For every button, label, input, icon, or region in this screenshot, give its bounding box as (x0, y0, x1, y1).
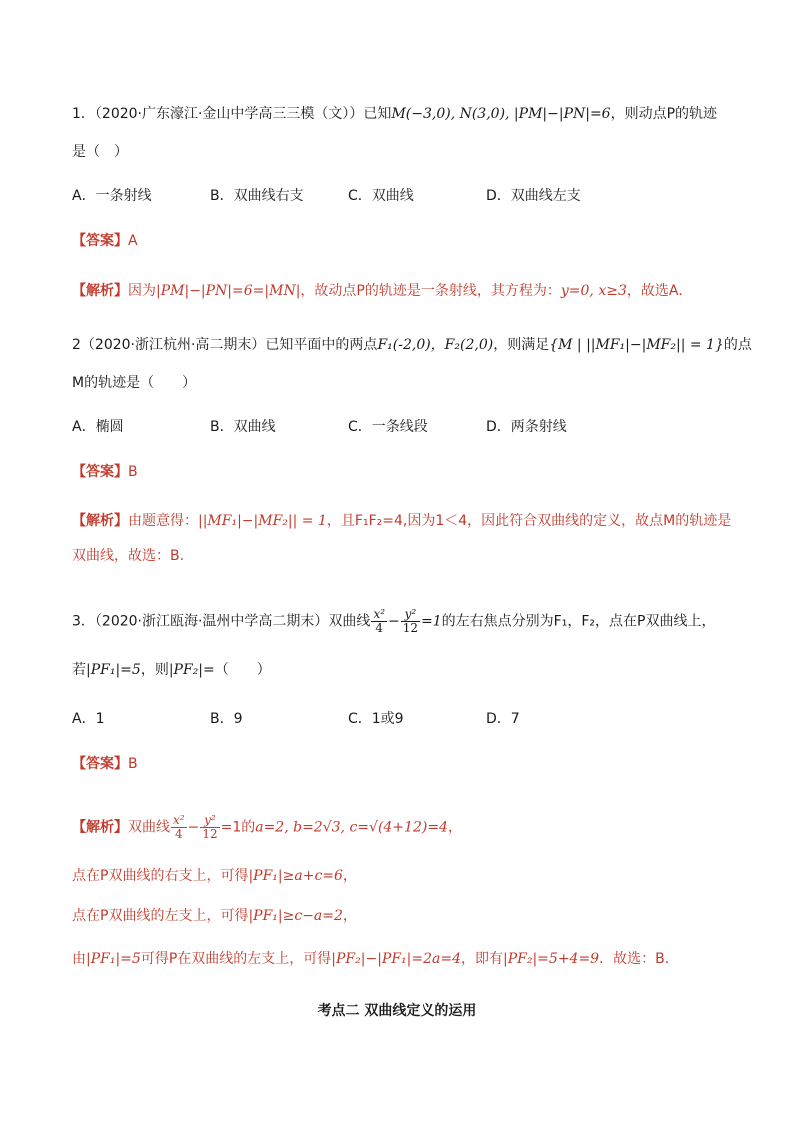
q3-text: 的左右焦点分别为F₁，F₂，点在P双曲线上， (441, 613, 716, 630)
q3-stem-line2 (72, 660, 271, 680)
q1-source: 1．（2020·广东濠江·金山中学高三三模（文））已知 (72, 106, 392, 122)
answer-value: A (128, 233, 138, 249)
q3-eq: =1 (421, 613, 442, 630)
analysis-text: ，故选A. (626, 283, 683, 299)
q3-text: ，则 (140, 662, 169, 678)
analysis-math: |PF₁|=5 (86, 951, 141, 967)
fraction-numerator: y² (200, 814, 219, 828)
section-heading: 考点二 双曲线定义的运用 (317, 1003, 477, 1019)
q3-option-b: B．9 (210, 711, 243, 727)
fraction-numerator: x² (373, 607, 386, 621)
q3-text: （ ） (214, 662, 271, 678)
analysis-fraction-y (200, 814, 219, 841)
q1-option-b: B．双曲线右支 (210, 188, 304, 204)
q3-analysis-line2 (72, 866, 357, 886)
fraction-numerator: x² (173, 813, 185, 827)
q1-option-d: D．双曲线左支 (486, 188, 581, 204)
q3-option-c: C．1或9 (348, 711, 404, 727)
q1-option-c: C．双曲线 (348, 188, 414, 204)
fraction-denominator: 12 (202, 827, 218, 841)
analysis-tag: 【解析】 (72, 283, 128, 299)
analysis-text: 点在P双曲线的右支上，可得 (72, 868, 249, 884)
answer-tag: 【答案】 (72, 756, 128, 772)
answer-value: B (128, 464, 138, 480)
q2-option-a: A．椭圆 (72, 419, 124, 435)
q3-analysis-line3 (72, 906, 357, 926)
fraction-denominator: 12 (402, 621, 419, 635)
q3-option-a: A．1 (72, 711, 105, 727)
minus-sign: − (187, 819, 200, 836)
analysis-text: ．故选：B. (599, 951, 670, 967)
analysis-text: 因为 (128, 283, 156, 299)
analysis-fraction-x (171, 814, 187, 841)
analysis-math: |PF₂|−|PF₁|=2a=4 (331, 951, 461, 967)
q1-math: M(−3,0), N(3,0), |PM|−|PN|=6 (391, 106, 611, 122)
q2-text: 的点 (723, 337, 752, 353)
q3-analysis-line4 (72, 949, 669, 969)
analysis-text: 点在P双曲线的左支上，可得 (72, 908, 249, 924)
analysis-math: y=0, x≥3 (560, 283, 627, 299)
analysis-tag: 【解析】 (72, 513, 128, 529)
fraction-numerator: y² (401, 608, 420, 622)
q2-option-d: D．两条射线 (486, 419, 567, 435)
analysis-math: |PM|−|PN|=6=|MN| (156, 283, 301, 299)
q3-fraction-y (401, 608, 420, 635)
q3-source: 3．（2020·浙江瓯海·温州中学高二期末）双曲线 (72, 613, 371, 630)
q2-math: F₁(-2,0)，F₂(2,0) (377, 337, 494, 353)
q2-option-b: B．双曲线 (210, 419, 276, 435)
analysis-text: 双曲线 (128, 819, 170, 836)
answer-tag: 【答案】 (72, 233, 128, 249)
analysis-text: ， (342, 868, 357, 884)
q2-stem (72, 335, 752, 355)
q2-stem-line2: M的轨迹是（ ） (72, 375, 197, 391)
q3-answer (72, 754, 138, 774)
q1-answer (72, 231, 138, 251)
analysis-tag: 【解析】 (72, 819, 128, 836)
q2-answer (72, 462, 138, 482)
analysis-math: ||MF₁|−|MF₂|| = 1 (198, 513, 327, 529)
analysis-text: ， (447, 819, 462, 836)
q3-stem (72, 608, 715, 635)
q3-fraction-x (371, 608, 387, 635)
fraction-denominator: 4 (174, 827, 183, 841)
analysis-text: 可得P在双曲线的左支上，可得 (140, 951, 332, 967)
q1-analysis (72, 281, 683, 301)
analysis-text: ，且F₁F₂=4,因为1＜4，因此符合双曲线的定义，故点M的轨迹是 (326, 513, 732, 529)
q1-option-a: A．一条射线 (72, 188, 152, 204)
minus-sign: − (388, 613, 400, 630)
analysis-text: ， (342, 908, 357, 924)
analysis-text: =1的 (220, 819, 256, 836)
q3-math: |PF₂|= (168, 662, 215, 678)
fraction-denominator: 4 (375, 621, 384, 635)
analysis-math: a=2, b=2√3, c=√(4+12)=4 (255, 819, 448, 836)
analysis-text: ，即有 (461, 951, 503, 967)
q2-source: 2（2020·浙江杭州·高二期末）已知平面中的两点 (72, 337, 378, 353)
analysis-text: 由题意得： (128, 513, 198, 529)
analysis-math: |PF₂|=5+4=9 (503, 951, 600, 967)
q3-text: 若 (72, 662, 86, 678)
q1-suffix: ，则动点P的轨迹 (610, 106, 718, 122)
q1-stem-line2: 是（ ） (72, 144, 128, 160)
q2-analysis (72, 511, 731, 531)
q2-option-c: C．一条线段 (348, 419, 428, 435)
analysis-text: 由 (72, 951, 86, 967)
analysis-math: |PF₁|≥a+c=6 (248, 868, 343, 884)
q2-analysis-line2: 双曲线，故选：B. (72, 548, 185, 564)
analysis-math: |PF₁|≥c−a=2 (248, 908, 343, 924)
q2-math: {M | ||MF₁|−|MF₂|| = 1} (549, 337, 724, 353)
q2-text: ，则满足 (493, 337, 550, 353)
answer-tag: 【答案】 (72, 464, 128, 480)
answer-value: B (128, 756, 138, 772)
q3-math: |PF₁|=5 (86, 662, 141, 678)
q1-stem (72, 104, 717, 124)
q3-analysis (72, 814, 462, 841)
analysis-text: ，故动点P的轨迹是一条射线，其方程为： (300, 283, 561, 299)
q3-option-d: D．7 (486, 711, 520, 727)
